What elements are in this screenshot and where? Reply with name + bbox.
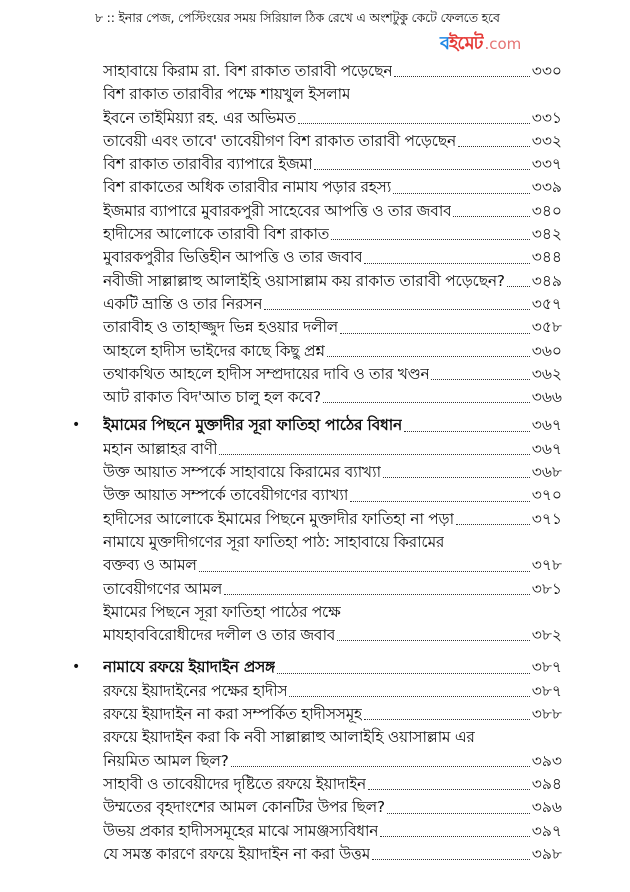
toc-entry [72, 484, 562, 507]
toc-entry [72, 601, 562, 624]
toc-entry [72, 293, 562, 316]
dotted-leader [368, 789, 530, 790]
toc-page-number: ৩৬৮ [531, 463, 562, 482]
toc-entry [72, 726, 562, 749]
dotted-leader [219, 454, 530, 455]
dotted-leader [350, 501, 530, 502]
toc-entry-title: যে সমস্ত কারণে রফয়ে ইয়াদাইন না করা উত্তম [103, 844, 370, 863]
toc-entry [72, 83, 562, 106]
dotted-leader [458, 146, 530, 147]
toc-entry-title: ইবনে তাইমিয়্যা রহ. এর অভিমত [103, 108, 296, 127]
toc-entry-title: তাবেয়ীগণের আমল [103, 579, 222, 598]
toc-page-number: ৩৫৭ [531, 294, 562, 313]
bullet-icon: • [72, 659, 81, 676]
toc-entry [72, 363, 562, 386]
toc-page-number: ৩৪৪ [531, 248, 562, 267]
toc-page-number: ৩৮৭ [531, 658, 562, 677]
toc-entry-title: ইমামের পিছনে মুক্তাদীর সূরা ফাতিহা পাঠের বিধান [103, 416, 402, 435]
toc-entry [72, 843, 562, 866]
dotted-leader [337, 640, 530, 641]
toc-entry [72, 531, 562, 554]
toc-page-number: ৩৬৭ [531, 416, 562, 435]
toc-entry-title: বিশ রাকাতের অধিক তারাবীর নামায পড়ার রহস্য [103, 178, 392, 197]
toc-entry [72, 176, 562, 199]
dotted-leader [372, 859, 530, 860]
dotted-leader [277, 673, 530, 674]
toc-page-number: ৩৩০ [531, 62, 562, 80]
toc-page-number: ৩৯৩ [531, 751, 562, 770]
toc-section-heading [72, 414, 562, 437]
toc-entry-title: রফয়ে ইয়াদাইন করা কি নবী সাল্লাল্লাহু আলাইহি ওয়াসাল্লাম এর [103, 728, 475, 747]
toc-entry-title: উক্ত আয়াত সম্পর্কে সাহাবায়ে কিরামের ব্যাখ্যা [103, 463, 381, 482]
watermark-domain: .com [484, 35, 522, 53]
toc-entry-title: মাযহাববিরোধীদের দলীল ও তার জবাব [103, 626, 336, 645]
dotted-leader [507, 286, 530, 287]
toc-page-number: ৩৪২ [531, 225, 562, 244]
toc-entry-title: রফয়ে ইয়াদাইনের পক্ষের হাদীস [103, 681, 288, 700]
toc-entry [72, 340, 562, 363]
toc-entry-title: বক্তব্য ও আমল [103, 556, 197, 575]
toc-entry [72, 316, 562, 339]
toc-page-number: ৩৯৬ [531, 798, 562, 817]
toc-entry [72, 624, 562, 647]
toc-page-number: ৩৯৪ [531, 774, 562, 793]
table-of-contents [72, 60, 562, 866]
toc-entry-title: বিশ রাকাত তারাবীর পক্ষে শায়খুল ইসলাম [103, 85, 351, 104]
toc-entry-title: হাদীসের আলোকে তারাবী বিশ রাকাত [103, 225, 330, 244]
toc-page-number: ৩৭১ [531, 509, 562, 528]
toc-entry [72, 270, 562, 293]
toc-page-number: ৩৬৭ [531, 439, 562, 458]
toc-page-number: ৩৩৯ [531, 178, 562, 197]
toc-section-heading [72, 656, 562, 679]
toc-entry-title: উক্ত আয়াত সম্পর্কে তাবেয়ীগণের ব্যাখ্যা [103, 486, 349, 505]
watermark-logo-image: বইমেট [440, 33, 483, 54]
toc-page-number: ৩৮২ [531, 626, 562, 645]
toc-entry [72, 773, 562, 796]
toc-entry-title: বিশ রাকাত তারাবীর ব্যাপারে ইজমা [103, 155, 313, 174]
toc-page-number: ৩৪০ [531, 201, 562, 220]
toc-entry-title: ইজমার ব্যাপারে মুবারকপুরী সাহেবের আপত্তি ও তার জবাব [103, 201, 452, 220]
toc-page-number: ৩৯৭ [531, 821, 562, 840]
toc-entry-title: সাহাবী ও তাবেয়ীদের দৃষ্টিতে রফয়ে ইয়াদাইন [103, 774, 367, 793]
toc-page-number: ৩৮৮ [531, 705, 562, 724]
toc-page-number: ৩৫৮ [531, 318, 562, 337]
toc-page-number: ৩৯৮ [531, 844, 562, 863]
toc-entry-title: উম্মতের বৃহদাংশের আমল কোনটির উপর ছিল? [103, 798, 385, 817]
bullet-icon: • [72, 417, 81, 434]
dotted-leader [327, 356, 530, 357]
toc-entry [72, 246, 562, 269]
toc-entry [72, 820, 562, 843]
dotted-leader [323, 402, 530, 403]
toc-entry [72, 703, 562, 726]
page-header: ৮ :: ইনার পেজ, পেস্টিংয়ের সময় সিরিয়াল ঠিক রেখে এ অংশটুকু কেটে ফেলতে হবে [95, 10, 500, 25]
toc-entry-title: তথাকথিত আহলে হাদীস সম্প্রদায়ের দাবি ও তার খণ্ডন [103, 364, 430, 383]
toc-entry-title: উভয় প্রকার হাদীসসমূহের মাঝে সামঞ্জস্যবিধান [103, 821, 379, 840]
toc-page-number: ৩৩৭ [531, 155, 562, 174]
toc-entry-title: হাদীসের আলোকে ইমামের পিছনে মুক্তাদীর ফাতিহা না পড়া [103, 509, 454, 528]
toc-page-number: ৩৬০ [531, 341, 562, 360]
toc-page-number: ৩৬২ [531, 364, 562, 383]
toc-entry [72, 223, 562, 246]
toc-entry-title: নামাযে মুক্তাদীগণের সূরা ফাতিহা পাঠ: সাহাবায়ে কিরামের [103, 532, 445, 551]
dotted-leader [364, 719, 530, 720]
toc-entry [72, 60, 562, 83]
dotted-leader [289, 696, 530, 697]
dotted-leader [340, 333, 530, 334]
dotted-leader [453, 216, 529, 217]
dotted-leader [383, 477, 530, 478]
dotted-leader [231, 766, 530, 767]
toc-entry [72, 578, 562, 601]
toc-entry [72, 107, 562, 130]
toc-entry [72, 438, 562, 461]
dotted-leader [224, 594, 530, 595]
toc-entry-title: একটি ভ্রান্তি ও তার নিরসন [103, 294, 263, 313]
toc-page-number: ৩৩২ [531, 131, 562, 150]
toc-entry [72, 130, 562, 153]
toc-entry-title: মুবারকপুরীর ভিত্তিহীন আপত্তি ও তার জবাব [103, 248, 363, 267]
dotted-leader [380, 836, 530, 837]
toc-entry-title: ইমামের পিছনে সূরা ফাতিহা পাঠের পক্ষে [103, 602, 341, 621]
toc-entry-title: রফয়ে ইয়াদাইন না করা সম্পর্কিত হাদীসসমূহ [103, 705, 362, 724]
toc-entry-title: মহান আল্লাহর বাণী [103, 439, 218, 458]
toc-entry-title: তারাবীহ ও তাহাজ্জুদ ভিন্ন হওয়ার দলীল [103, 318, 338, 337]
toc-entry-title: নিয়মিত আমল ছিল? [103, 751, 229, 770]
dotted-leader [199, 571, 530, 572]
dotted-leader [404, 431, 530, 432]
dotted-leader [264, 309, 530, 310]
toc-page-number: ৩৮১ [531, 579, 562, 598]
dotted-leader [431, 379, 529, 380]
toc-entry [72, 554, 562, 577]
dotted-leader [456, 524, 530, 525]
toc-entry-title: সাহাবায়ে কিরাম রা. বিশ রাকাত তারাবী পড়েছেন [103, 62, 393, 80]
watermark-logo [440, 32, 521, 56]
dotted-leader [298, 123, 530, 124]
toc-entry [72, 200, 562, 223]
dotted-leader [387, 813, 530, 814]
toc-page-number: ৩৭০ [531, 486, 562, 505]
toc-entry [72, 680, 562, 703]
toc-entry-title: আহলে হাদীস ভাইদের কাছে কিছু প্রশ্ন [103, 341, 325, 360]
toc-entry [72, 508, 562, 531]
dotted-leader [364, 263, 529, 264]
toc-entry-title: নবীজী সাল্লাল্লাহু আলাইহি ওয়াসাল্লাম কয় রাকাত তারাবী পড়েছেন? [103, 271, 505, 290]
toc-entry [72, 153, 562, 176]
toc-entry-title: আট রাকাত বিদ'আত চালু হল কবে? [103, 388, 321, 407]
toc-page-number: ৩৭৮ [531, 556, 562, 575]
toc-page-number: ৩৮৭ [531, 681, 562, 700]
dotted-leader [314, 169, 529, 170]
toc-page-number: ৩৪৯ [531, 271, 562, 290]
toc-entry [72, 461, 562, 484]
toc-entry [72, 386, 562, 409]
toc-entry [72, 796, 562, 819]
toc-entry-title: নামাযে রফয়ে ইয়াদাইন প্রসঙ্গ [103, 658, 276, 677]
toc-entry [72, 750, 562, 773]
dotted-leader [393, 193, 530, 194]
toc-entry-title: তাবেয়ী এবং তাবে' তাবেয়ীগণ বিশ রাকাত তারাবী পড়েছেন [103, 131, 456, 150]
dotted-leader [394, 76, 529, 77]
dotted-leader [331, 239, 530, 240]
toc-page-number: ৩৩১ [531, 108, 562, 127]
toc-page-number: ৩৬৬ [531, 388, 562, 407]
